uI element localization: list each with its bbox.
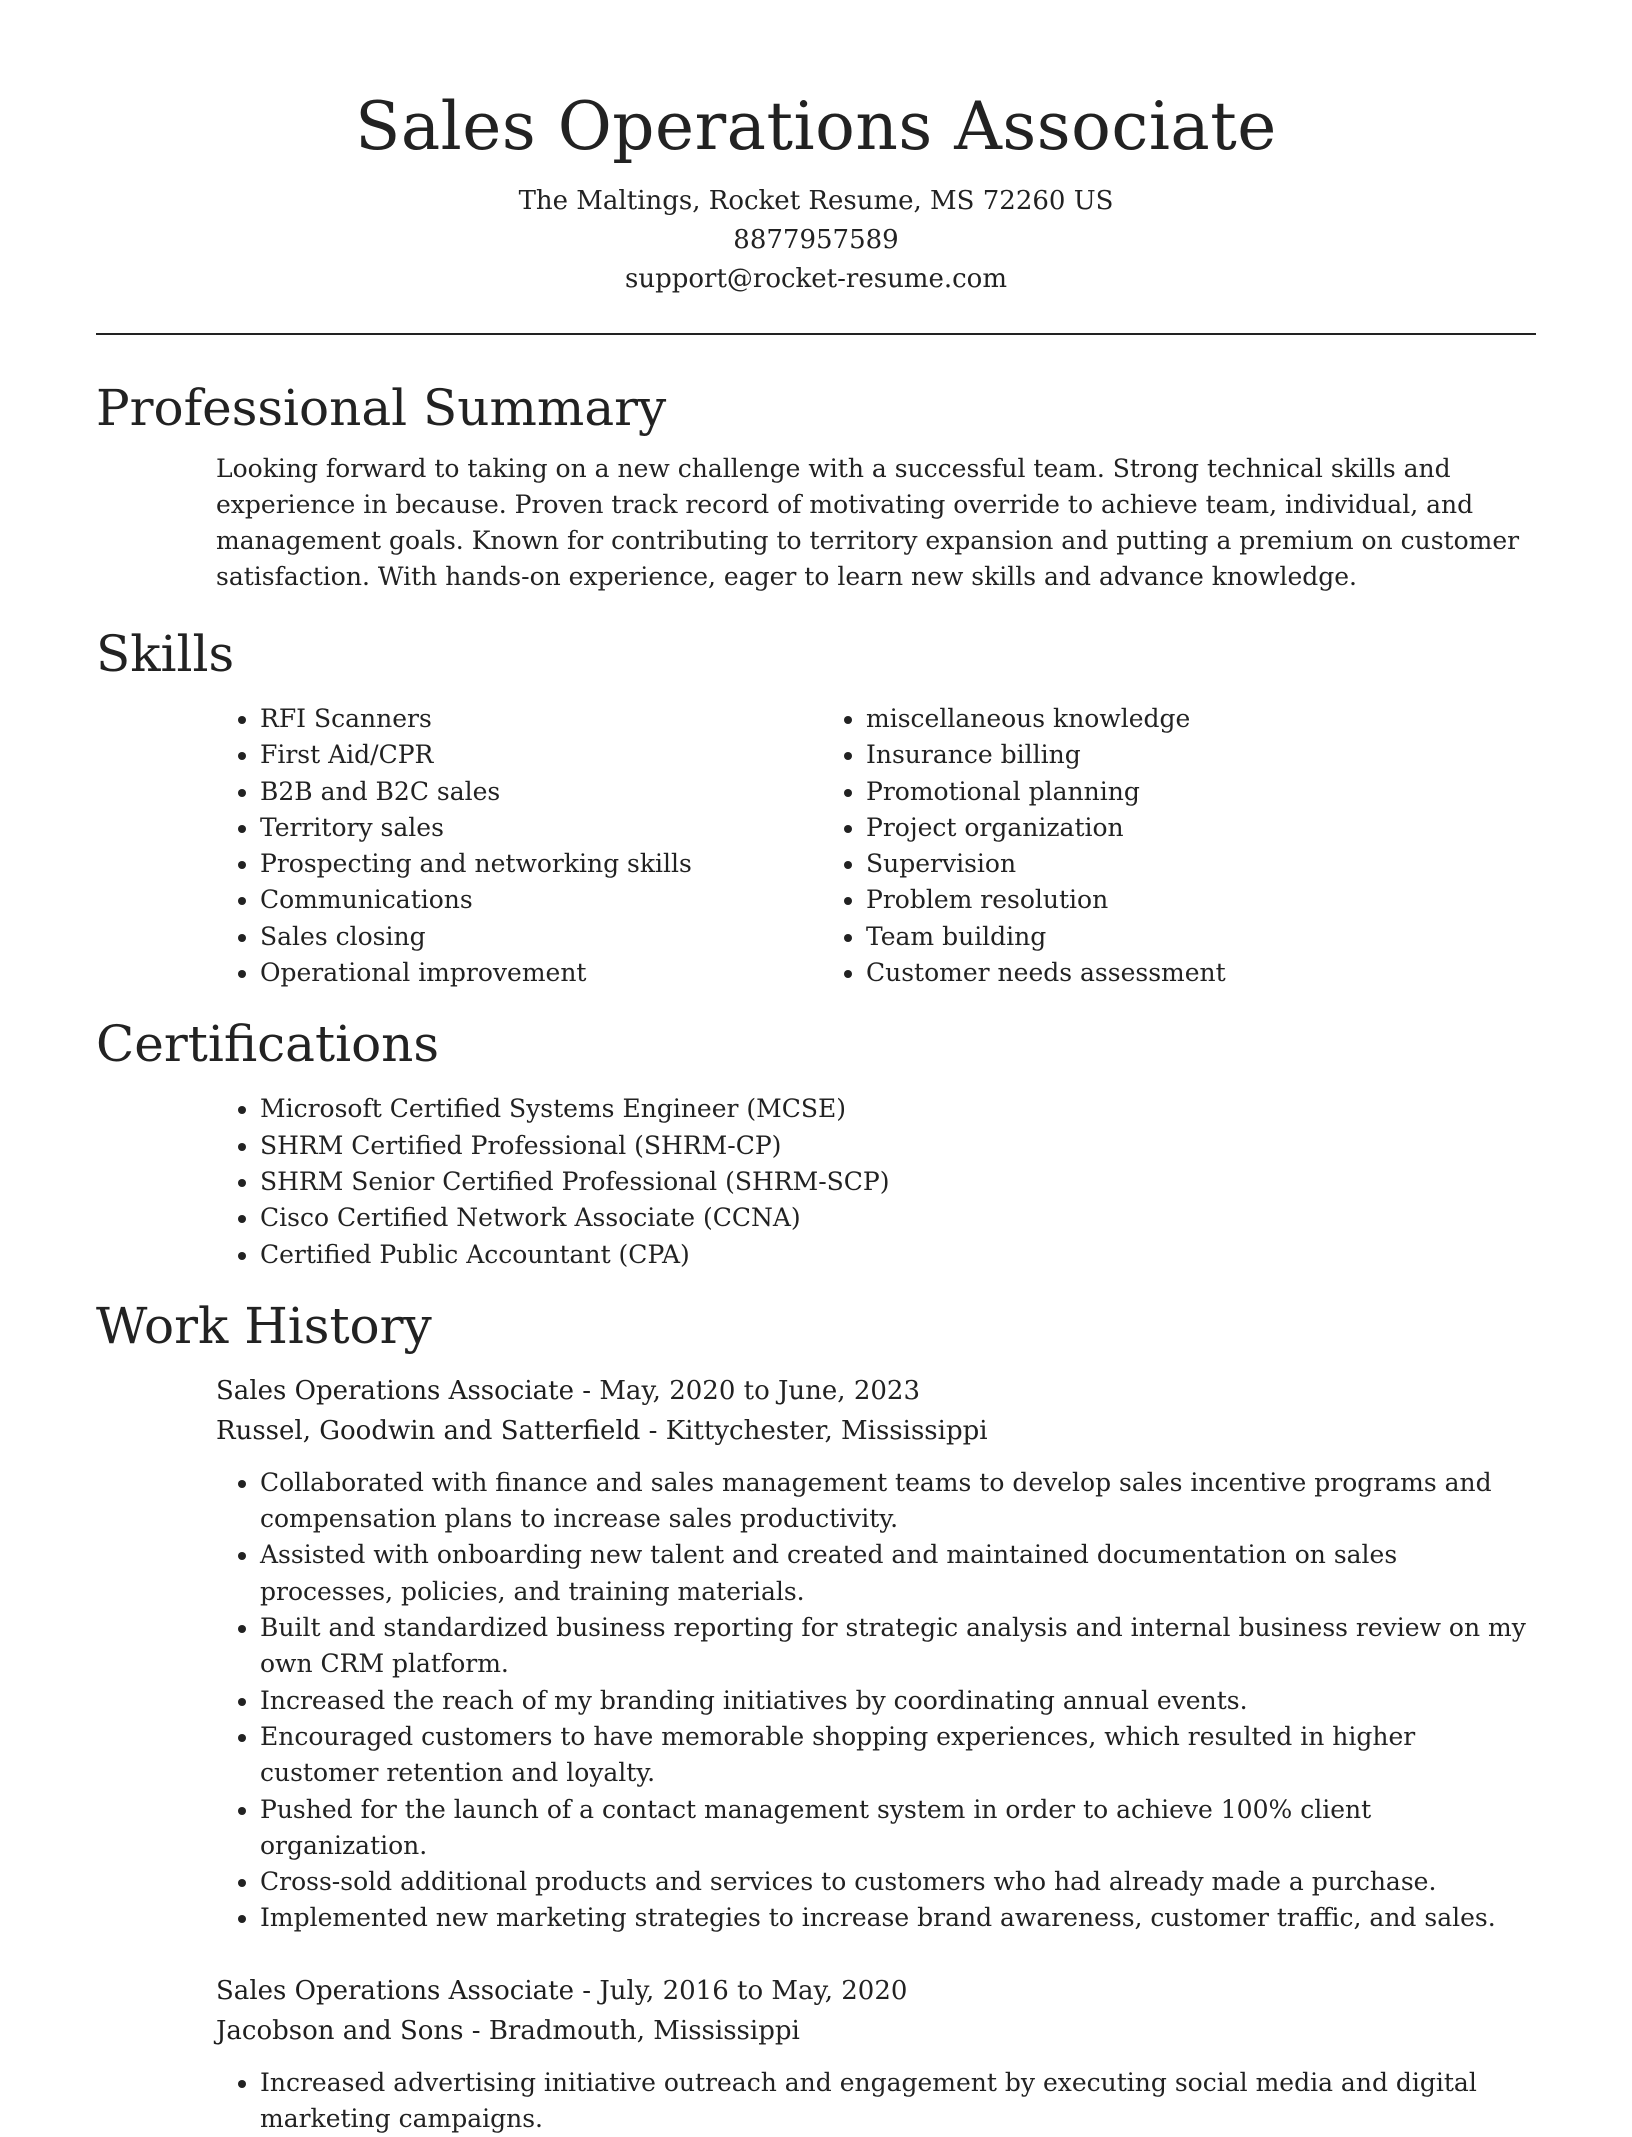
candidate-name: Sales Operations Associate [355,88,1277,165]
certifications-section [96,1011,1536,1272]
certification-item: • SHRM Certified Professional (SHRM-CP) [260,1128,1536,1164]
certifications-heading: Certifications [96,1015,440,1074]
job-entry [216,1371,1536,1937]
skill-item: • First Aid/CPR [260,737,822,773]
summary-text: Looking forward to taking on a new challenge with a successful team. Strong technical skills and experience in because. Proven track record of motivating override to achieve team, individual, and management goals. Known for contributing to territory expansion and putting a premium on customer satisfaction. With hands-on experience, eager to learn new skills and advance knowledge. [216,454,1520,591]
skill-item: • Operational improvement [260,955,822,991]
certification-item: • Certified Public Accountant (CPA) [260,1237,1536,1273]
job-employer-line [216,1411,1536,1451]
job-bullet: • Pushed for the launch of a contact management system in order to achieve 100% client organization. [260,1792,1536,1865]
skills-columns [216,701,1536,991]
contact-address: The Maltings, Rocket Resume, MS 72260 US [518,186,1114,216]
work-history-heading: Work History [96,1296,432,1355]
job-title: Sales Operations Associate [216,1975,574,2006]
skill-item: • Project organization [866,810,1428,846]
certification-item: • Microsoft Certified Systems Engineer (MCSE) [260,1091,1536,1127]
job-location: - Kittychester, Mississippi [640,1415,988,1446]
resume-header [96,0,1536,299]
contact-block [96,182,1536,299]
job-bullet: • Assisted with onboarding new talent and created and maintained documentation on sales processes, policies, and training materials. [260,1537,1536,1610]
job-title: Sales Operations Associate [216,1375,574,1406]
job-dates: - July, 2016 to May, 2020 [574,1975,908,2006]
skill-item: • Problem resolution [866,882,1428,918]
job-location: - Bradmouth, Mississippi [463,2015,800,2046]
certification-item: • SHRM Senior Certified Professional (SHRM-SCP) [260,1164,1536,1200]
skill-item: • Insurance billing [866,737,1428,773]
skill-item: • RFI Scanners [260,701,822,737]
job-dates: - May, 2020 to June, 2023 [574,1375,920,1406]
skill-item: • Team building [866,919,1428,955]
skill-item: • Promotional planning [866,774,1428,810]
skill-item: • Supervision [866,846,1428,882]
certification-item: • Cisco Certified Network Associate (CCNA) [260,1200,1536,1236]
skill-item: • miscellaneous knowledge [866,701,1428,737]
skill-item: • Communications [260,882,822,918]
skill-item: • Customer needs assessment [866,955,1428,991]
job-employer: Russel, Goodwin and Satterfield [216,1415,641,1446]
skill-item: • Sales closing [260,919,822,955]
certifications-list [216,1091,1536,1272]
job-bullet: • Collaborated with finance and sales management teams to develop sales incentive programs and compensation plans to increase sales productivity. [260,1465,1536,1538]
job-entry [216,1971,1536,2137]
contact-email: support@rocket-resume.com [624,264,1007,294]
job-bullet: • Increased the reach of my branding initiatives by coordinating annual events. [260,1683,1536,1719]
header-divider [96,333,1536,335]
skills-list-left [216,701,822,991]
job-employer-line [216,2011,1536,2051]
skill-item: • Territory sales [260,810,822,846]
work-history-section [96,1293,1536,2137]
resume-page [96,0,1536,2137]
job-title-line [216,1371,1536,1411]
contact-phone: 8877957589 [733,225,899,255]
job-bullets [216,1465,1536,1937]
job-title-line [216,1971,1536,2011]
job-bullet: • Cross-sold additional products and services to customers who had already made a purchase. [260,1864,1536,1900]
job-bullet: • Built and standardized business reporting for strategic analysis and internal business review on my own CRM platform. [260,1610,1536,1683]
summary-heading: Professional Summary [96,379,667,437]
job-employer: Jacobson and Sons [216,2015,464,2046]
skill-item: • Prospecting and networking skills [260,846,822,882]
skills-heading: Skills [96,625,235,683]
skills-section [96,621,1536,991]
skills-list-right [822,701,1428,991]
skill-item: • B2B and B2C sales [260,774,822,810]
summary-section [96,375,1536,595]
job-bullet: • Implemented new marketing strategies to increase brand awareness, customer traffic, and sales. [260,1900,1536,1936]
job-bullet: • Encouraged customers to have memorable shopping experiences, which resulted in higher customer retention and loyalty. [260,1719,1536,1792]
job-bullet: • Increased advertising initiative outreach and engagement by executing social media and digital marketing campaigns. [260,2065,1536,2137]
job-bullets [216,2065,1536,2137]
